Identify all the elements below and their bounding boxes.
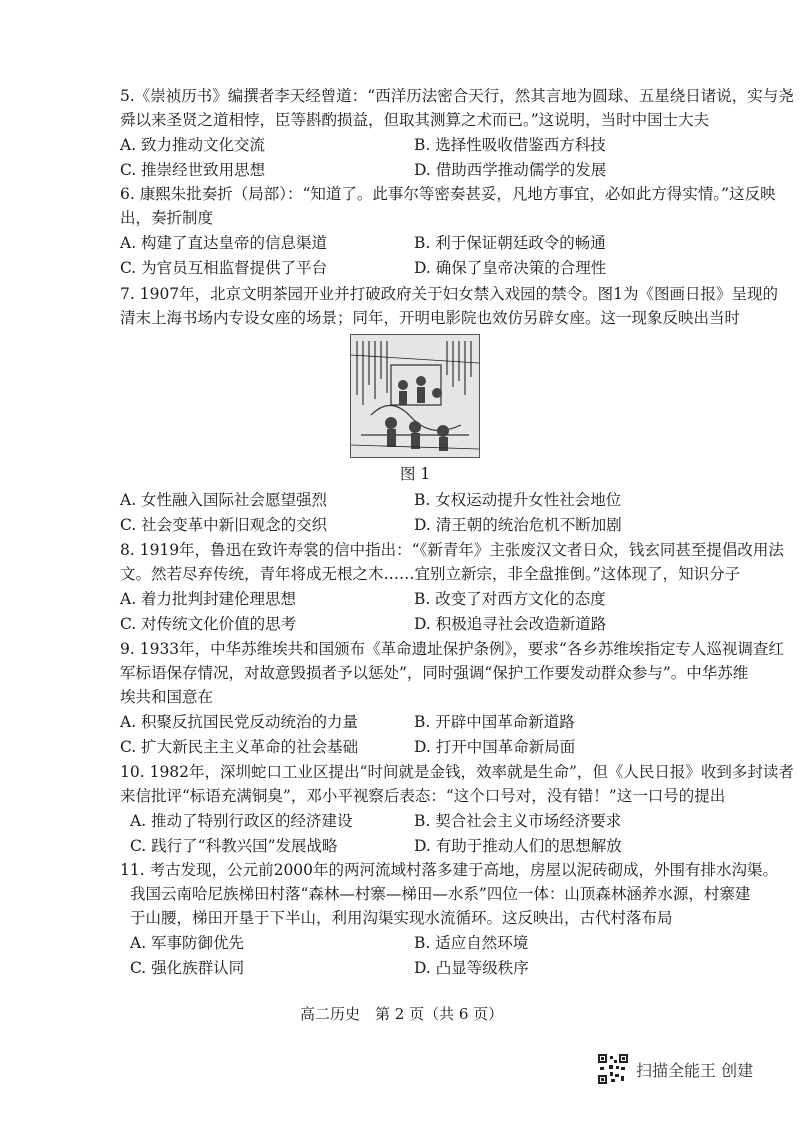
woodblock-print-illustration-icon bbox=[351, 335, 479, 457]
qr-code-icon bbox=[598, 1054, 628, 1084]
scanner-label: 扫描全能王 创建 bbox=[636, 1060, 754, 1080]
q7-option-b: B. 女权运动提升女性社会地位 bbox=[414, 491, 622, 509]
q7-option-c: C. 社会变革中新旧观念的交织 bbox=[120, 516, 328, 534]
q6-stem-line-1: 6. 康熙朱批奏折（局部）：“知道了。此事尔等密奏甚妥，凡地方事宜，必如此方得实情。”这反映 bbox=[120, 185, 776, 203]
q8-option-d: D. 积极追寻社会改造新道路 bbox=[414, 615, 607, 633]
q10-option-d: D. 有助于推动人们的思想解放 bbox=[414, 837, 622, 855]
q6-option-c: C. 为官员互相监督提供了平台 bbox=[120, 259, 328, 277]
q7-option-d: D. 清王朝的统治危机不断加剧 bbox=[414, 516, 622, 534]
q5-option-b: B. 选择性吸收借鉴西方科技 bbox=[414, 136, 606, 154]
q9-option-a: A. 积聚反抗国民党反动统治的力量 bbox=[120, 713, 359, 731]
q9-option-b: B. 开辟中国革命新道路 bbox=[414, 713, 575, 731]
q6-option-a: A. 构建了直达皇帝的信息渠道 bbox=[120, 234, 328, 252]
q10-stem-line-1: 10. 1982年，深圳蛇口工业区提出“时间就是金钱，效率就是生命”，但《人民日报》收到多封读者 bbox=[120, 763, 794, 781]
q8-option-a: A. 着力批判封建伦理思想 bbox=[120, 590, 297, 608]
q11-option-c: C. 强化族群认同 bbox=[130, 959, 245, 977]
q9-option-c: C. 扩大新民主主义革命的社会基础 bbox=[120, 738, 359, 756]
q9-stem-line-1: 9. 1933年，中华苏维埃共和国颁布《革命遗址保护条例》，要求“各乡苏维埃指定专人巡视调查红 bbox=[120, 640, 784, 658]
q11-stem-line-3: 于山腰，梯田开垦于下半山，利用沟渠实现水流循环。这反映出，古代村落布局 bbox=[130, 909, 673, 927]
q8-stem-line-2: 文。然若尽弃传统，青年将成无根之木……宜别立新宗，非全盘推倒。”这体现了，知识分子 bbox=[120, 565, 741, 583]
q11-stem-line-2: 我国云南哈尼族梯田村落“森林—村寨—梯田—水系”四位一体：山顶森林涵养水源，村寨建 bbox=[130, 885, 751, 903]
q10-option-b: B. 契合社会主义市场经济要求 bbox=[414, 812, 622, 830]
q8-stem-line-1: 8. 1919年，鲁迅在致许寿裳的信中指出：“《新青年》主张废汉文者日众，钱玄同甚至提倡改用法 bbox=[120, 541, 784, 559]
figure-1-caption: 图 1 bbox=[400, 465, 431, 483]
q9-option-d: D. 打开中国革命新局面 bbox=[414, 738, 576, 756]
q6-stem-line-2: 出，奏折制度 bbox=[120, 209, 214, 227]
q11-option-d: D. 凸显等级秩序 bbox=[414, 959, 529, 977]
q6-option-d: D. 确保了皇帝决策的合理性 bbox=[414, 259, 607, 277]
q11-stem-line-1: 11. 考古发现，公元前2000年的两河流域村落多建于高地，房屋以泥砖砌成，外围有排水沟渠。 bbox=[120, 861, 779, 879]
q5-stem-line-2: 舜以来圣贤之道相悖，臣等斟酌损益，但取其测算之术而已。”这说明，当时中国士大夫 bbox=[120, 111, 710, 129]
q5-option-a: A. 致力推动文化交流 bbox=[120, 136, 266, 154]
q8-option-c: C. 对传统文化价值的思考 bbox=[120, 615, 297, 633]
q9-stem-line-3: 埃共和国意在 bbox=[120, 688, 214, 706]
q9-stem-line-2: 军标语保存情况，对故意毁损者予以惩处”，同时强调“保护工作要发动群众参与”。中华苏维 bbox=[120, 664, 749, 682]
q10-option-a: A. 推动了特别行政区的经济建设 bbox=[130, 812, 353, 830]
q6-option-b: B. 利于保证朝廷政令的畅通 bbox=[414, 234, 606, 252]
q11-option-b: B. 适应自然环境 bbox=[414, 934, 529, 952]
q8-option-b: B. 改变了对西方文化的态度 bbox=[414, 590, 606, 608]
q5-option-c: C. 推崇经世致用思想 bbox=[120, 161, 266, 179]
page-footer: 高二历史 第 2 页（共 6 页） bbox=[300, 1005, 504, 1023]
q7-stem-line-1: 7. 1907年，北京文明茶园开业并打破政府关于妇女禁入戏园的禁令。图1为《图画日报》呈现的 bbox=[120, 285, 779, 303]
figure-1-woodblock-image bbox=[350, 334, 480, 458]
q10-stem-line-2: 来信批评“标语充满铜臭”，邓小平视察后表态：“这个口号对，没有错！”这一口号的提出 bbox=[120, 787, 726, 805]
q5-option-d: D. 借助西学推动儒学的发展 bbox=[414, 161, 607, 179]
q7-stem-line-2: 清末上海书场内专设女座的场景；同年，开明电影院也效仿另辟女座。这一现象反映出当时 bbox=[120, 309, 741, 327]
q7-option-a: A. 女性融入国际社会愿望强烈 bbox=[120, 491, 328, 509]
q5-stem-line-1: 5.《崇祯历书》编撰者李天经曾道：“西洋历法密合天行，然其言地为圆球、五星绕日诸说，实与尧 bbox=[120, 87, 794, 105]
scanner-watermark bbox=[598, 1054, 753, 1084]
q10-option-c: C. 践行了“科教兴国”发展战略 bbox=[130, 837, 338, 855]
q11-option-a: A. 军事防御优先 bbox=[130, 934, 245, 952]
